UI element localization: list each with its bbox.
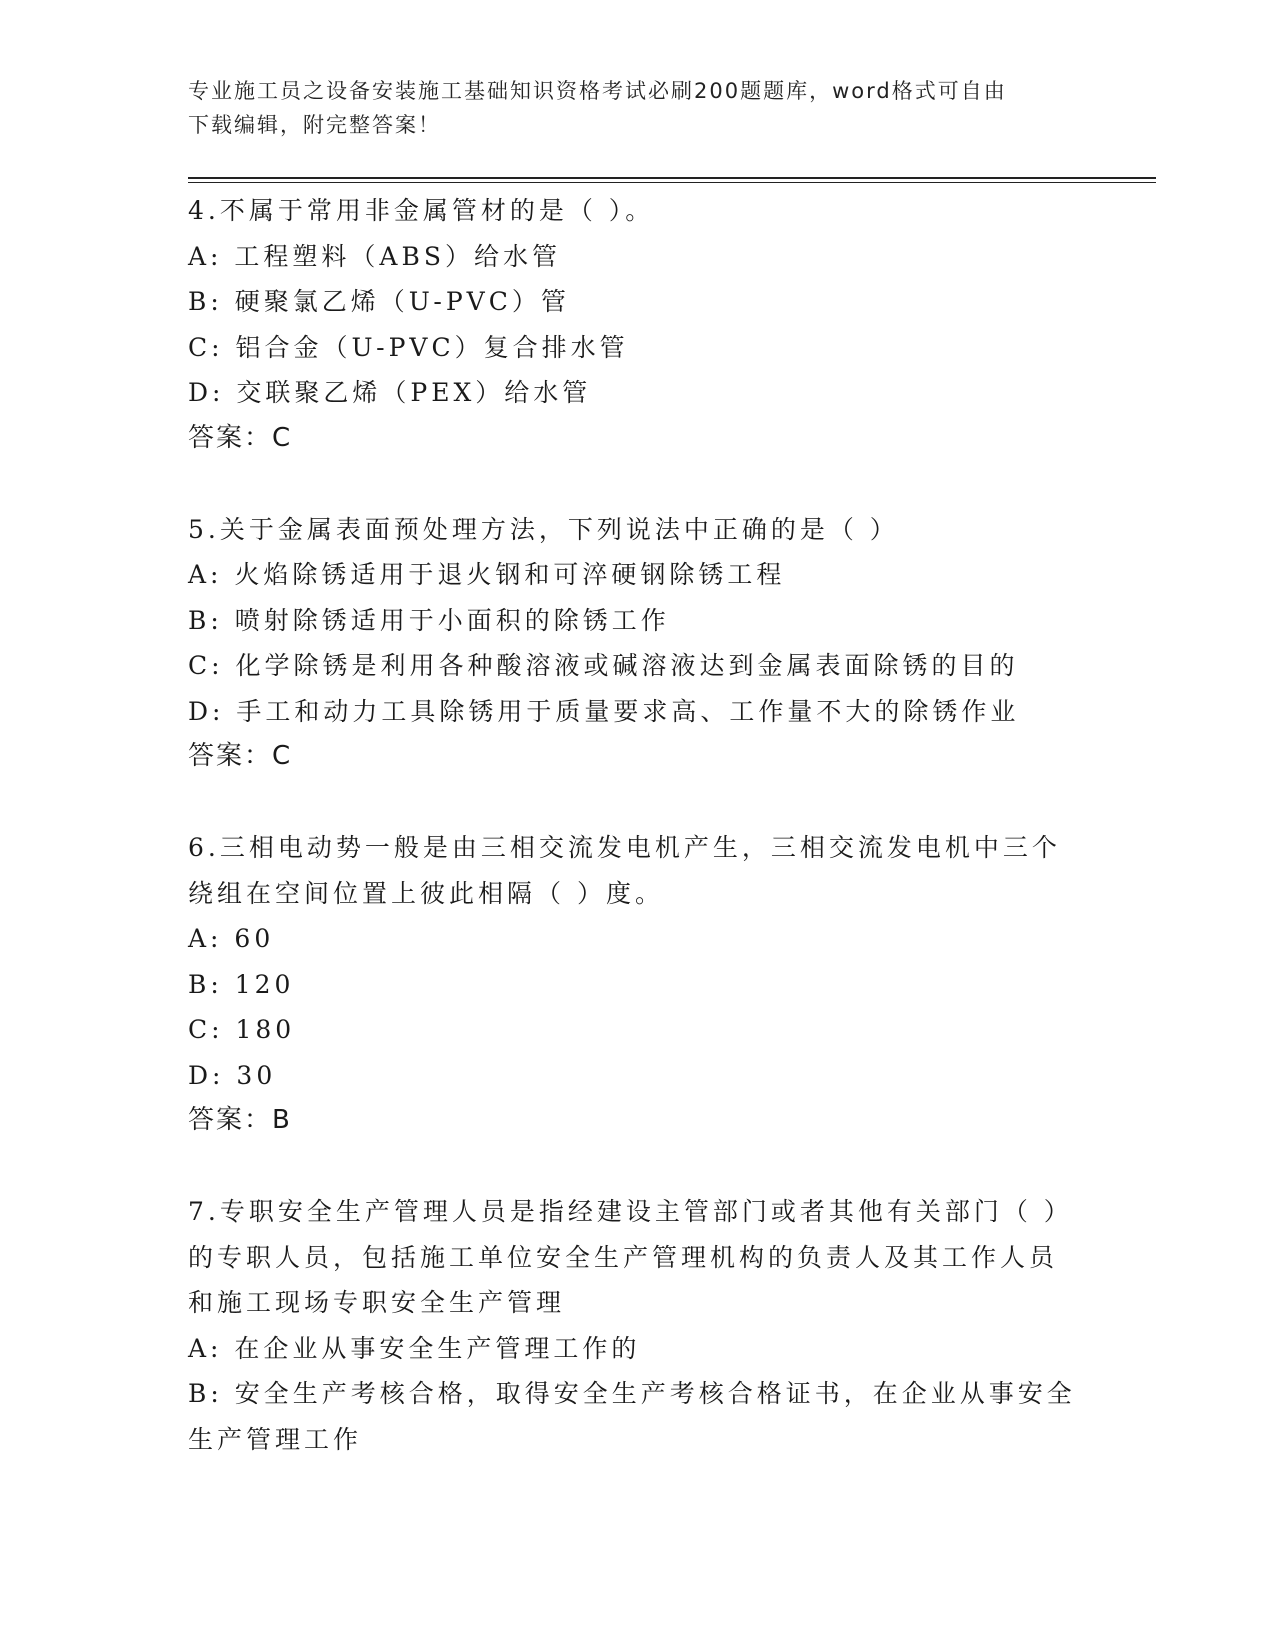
header-divider-thick — [188, 177, 1156, 179]
document-header — [188, 74, 1088, 142]
header-line-1: 专业施工员之设备安装施工基础知识资格考试必刷200题题库，word格式可自由 — [188, 79, 1007, 103]
answer-label: 答案：B — [188, 1105, 292, 1135]
option-d: D: 交联聚乙烯（PEX）给水管 — [188, 378, 592, 407]
question-stem-line-3: 和施工现场专职安全生产管理 — [188, 1288, 566, 1317]
question-6 — [188, 825, 1088, 1143]
option-c: C: 铝合金（U-PVC）复合排水管 — [188, 332, 629, 362]
question-5 — [188, 507, 1088, 780]
question-stem-line-2: 绕组在空间位置上彼此相隔（ ）度。 — [188, 878, 664, 908]
option-a: A: 工程塑料（ABS）给水管 — [188, 241, 561, 271]
option-b: B: 安全生产考核合格，取得安全生产考核合格证书，在企业从事安全 — [188, 1379, 1076, 1408]
question-stem-line-2: 的专职人员，包括施工单位安全生产管理机构的负责人及其工作人员 — [188, 1242, 1059, 1272]
option-d: D: 手工和动力工具除锈用于质量要求高、工作量不大的除锈作业 — [188, 696, 1020, 726]
option-c: C: 化学除锈是利用各种酸溶液或碱溶液达到金属表面除锈的目的 — [188, 651, 1019, 680]
answer-label: 答案：C — [188, 741, 293, 771]
option-d: D: 30 — [188, 1060, 277, 1090]
question-stem-line-1: 7.专职安全生产管理人员是指经建设主管部门或者其他有关部门（ ） — [188, 1197, 1073, 1226]
answer-label: 答案：C — [188, 422, 293, 453]
question-list — [188, 188, 1088, 1462]
option-b-continuation: 生产管理工作 — [188, 1424, 363, 1454]
header-line-2: 下载编辑，附完整答案！ — [188, 113, 441, 137]
question-7 — [188, 1189, 1088, 1462]
option-b: B: 120 — [188, 969, 295, 999]
option-b: B: 硬聚氯乙烯（U-PVC）管 — [188, 287, 570, 316]
option-a: A: 火焰除锈适用于退火钢和可淬硬钢除锈工程 — [188, 560, 786, 589]
question-4 — [188, 188, 1088, 461]
header-divider-thin — [188, 182, 1156, 183]
question-stem-line-1: 6.三相电动势一般是由三相交流发电机产生，三相交流发电机中三个 — [188, 833, 1061, 862]
option-a: A: 60 — [188, 924, 275, 953]
question-stem: 4.不属于常用非金属管材的是（ ）。 — [188, 196, 655, 225]
option-b: B: 喷射除锈适用于小面积的除锈工作 — [188, 605, 670, 635]
option-c: C: 180 — [188, 1015, 296, 1044]
option-a: A: 在企业从事安全生产管理工作的 — [188, 1333, 641, 1363]
question-stem: 5.关于金属表面预处理方法，下列说法中正确的是（ ） — [188, 514, 899, 544]
